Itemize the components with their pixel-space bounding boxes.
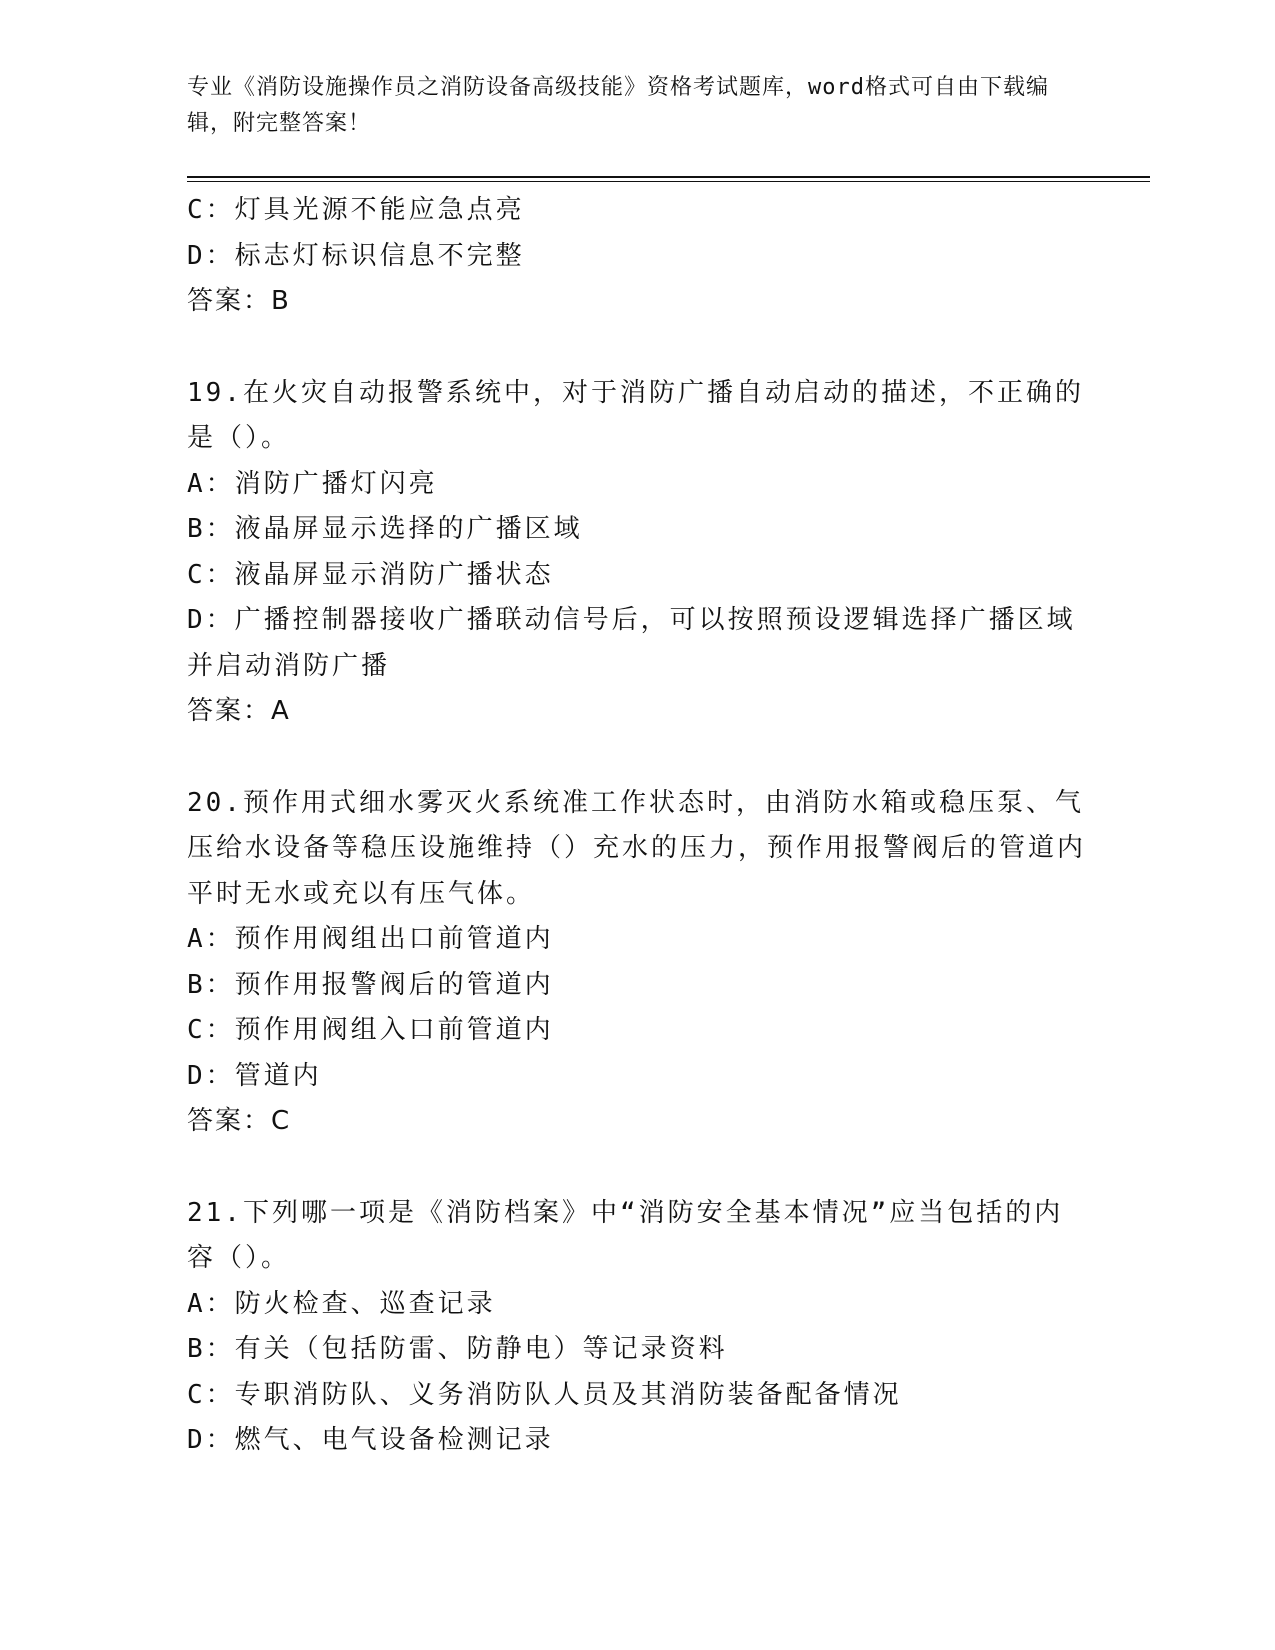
- option-b: B：有关（包括防雷、防静电）等记录资料: [187, 1334, 728, 1364]
- option-a: A：防火检查、巡查记录: [187, 1288, 496, 1319]
- option-d: D：标志灯标识信息不完整: [187, 240, 525, 271]
- option-c: C：专职消防队、义务消防队人员及其消防装备配备情况: [187, 1379, 902, 1410]
- option-a: A：预作用阀组出口前管道内: [187, 924, 554, 954]
- question-20: [187, 781, 1087, 1145]
- question-content: [187, 188, 1087, 1464]
- option-c: C：预作用阀组入口前管道内: [187, 1015, 554, 1045]
- question-stem: 21.下列哪一项是《消防档案》中“消防安全基本情况”应当包括的内容（）。: [187, 1197, 1064, 1273]
- option-a: A：消防广播灯闪亮: [187, 468, 438, 499]
- document-header: 专业《消防设施操作员之消防设备高级技能》资格考试题库，word格式可自由下载编辑，附完整答案！: [187, 75, 1049, 136]
- option-c: C：液晶屏显示消防广播状态: [187, 559, 554, 590]
- question-stem: 20.预作用式细水雾灭火系统准工作状态时，由消防水箱或稳压泵、气压给水设备等稳压设施维持（）充水的压力，预作用报警阀后的管道内平时无水或充以有压气体。: [187, 787, 1087, 909]
- answer-text: 答案：A: [187, 696, 291, 726]
- header-divider-thick: [187, 176, 1150, 178]
- answer-text: 答案：B: [187, 286, 291, 316]
- previous-question-tail: [187, 188, 1087, 325]
- option-d: D：管道内: [187, 1060, 322, 1091]
- option-b: B：预作用报警阀后的管道内: [187, 969, 554, 1000]
- question-19: [187, 371, 1087, 735]
- option-d: D：广播控制器接收广播联动信号后，可以按照预设逻辑选择广播区域并启动消防广播: [187, 605, 1076, 681]
- header-divider-thin: [187, 181, 1150, 182]
- option-d: D：燃气、电气设备检测记录: [187, 1425, 554, 1455]
- option-c: C：灯具光源不能应急点亮: [187, 195, 525, 225]
- option-b: B：液晶屏显示选择的广播区域: [187, 514, 583, 544]
- question-stem: 19.在火灾自动报警系统中，对于消防广播自动启动的描述，不正确的是（）。: [187, 377, 1084, 453]
- answer-text: 答案：C: [187, 1106, 292, 1136]
- question-21: [187, 1191, 1087, 1464]
